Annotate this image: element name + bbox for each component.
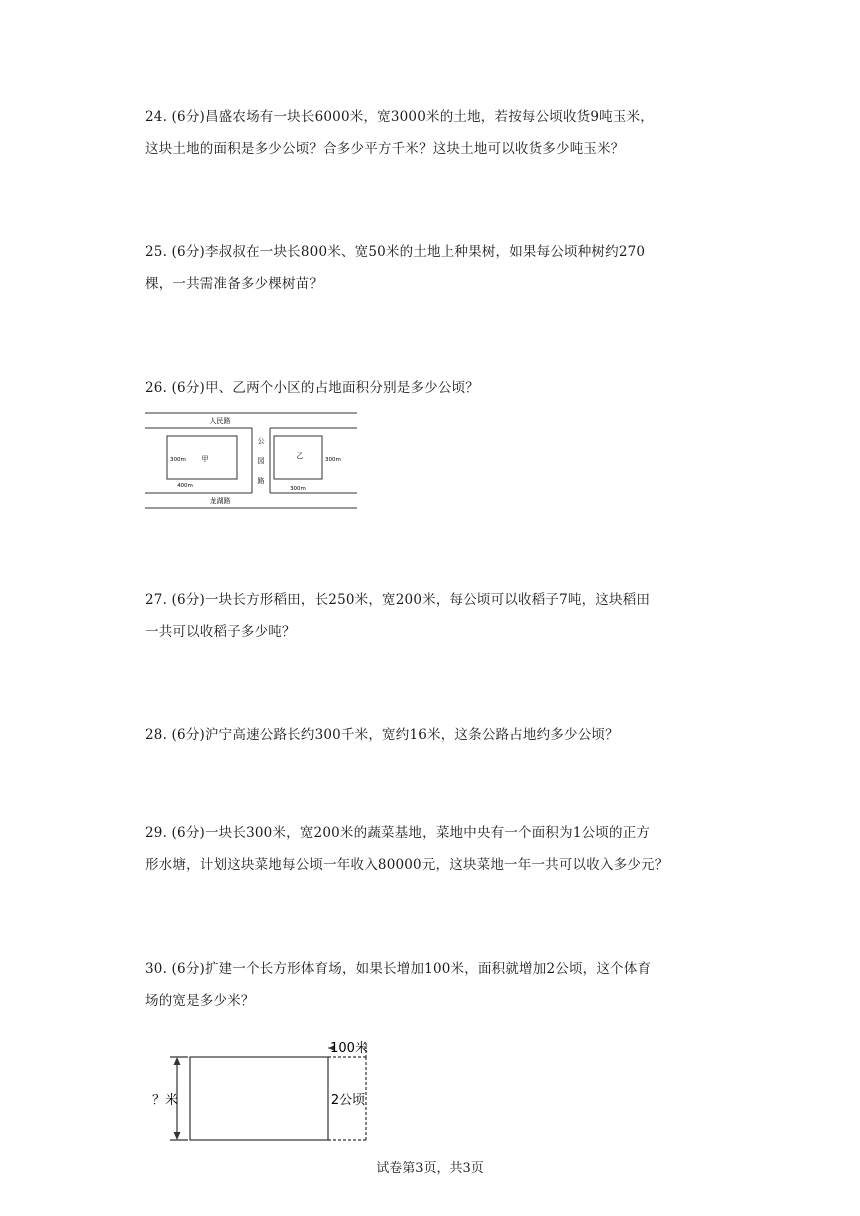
question-29 [145, 817, 745, 881]
road-middle-label: 公 [257, 437, 265, 445]
area-a-width-label: 400m [177, 483, 193, 489]
road-bottom-label: 龙湖路 [209, 497, 231, 505]
question-24 [145, 101, 745, 165]
road-middle-label: 路 [257, 477, 265, 485]
question-30 [145, 953, 745, 1017]
question-text-line: 24. (6分)昌盛农场有一块长6000米，宽3000米的土地，若按每公顷收货9吨玉米， [145, 109, 654, 125]
road-top-label: 人民路 [209, 417, 231, 425]
added-area-label: 2公顷 [330, 1093, 366, 1108]
extension-length-label: 100米 [330, 1041, 368, 1056]
field-expansion-figure [150, 1035, 380, 1145]
area-b-label: 乙 [296, 452, 304, 460]
question-text-line: 形水塘，计划这块菜地每公顷一年收入80000元，这块菜地一年一共可以收入多少元？ [145, 857, 669, 873]
question-27 [145, 584, 745, 648]
question-text-line: 25. (6分)李叔叔在一块长800米、宽50米的土地上种果树，如果每公顷种树约270 [145, 244, 646, 260]
question-26 [145, 372, 745, 404]
question-text-line: 28. (6分)沪宁高速公路长约300千米，宽约16米，这条公路占地约多少公顷？ [145, 727, 619, 743]
question-25 [145, 236, 745, 300]
road-middle-label: 园 [257, 457, 265, 465]
question-text-line: 一共可以收稻子多少吨？ [145, 624, 296, 640]
question-28 [145, 719, 745, 751]
question-text-line: 场的宽是多少米？ [145, 993, 255, 1009]
page-footer: 试卷第3页，共3页 [376, 1161, 484, 1176]
area-b-width-label: 300m [290, 486, 306, 492]
question-text-line: 27. (6分)一块长方形稻田，长250米，宽200米，每公顷可以收稻子7吨，这块稻田 [145, 592, 651, 608]
area-a-height-label: 300m [170, 457, 186, 463]
width-unknown-label: ？米 [151, 1093, 179, 1108]
original-field-rect [190, 1057, 328, 1140]
question-text-line: 26. (6分)甲、乙两个小区的占地面积分别是多少公顷？ [145, 380, 479, 396]
question-text-line: 这块土地的面积是多少公顷？合多少平方千米？这块土地可以收货多少吨玉米？ [145, 141, 625, 157]
area-b-height-label: 300m [325, 457, 341, 463]
question-text-line: 棵，一共需准备多少棵树苗？ [145, 276, 324, 292]
community-map-figure [140, 405, 364, 515]
area-a-label: 甲 [201, 455, 209, 463]
question-text-line: 30. (6分)扩建一个长方形体育场，如果长增加100米，面积就增加2公顷，这个体育 [145, 961, 652, 977]
question-text-line: 29. (6分)一块长300米，宽200米的蔬菜基地，菜地中央有一个面积为1公顷的正方 [145, 825, 651, 841]
